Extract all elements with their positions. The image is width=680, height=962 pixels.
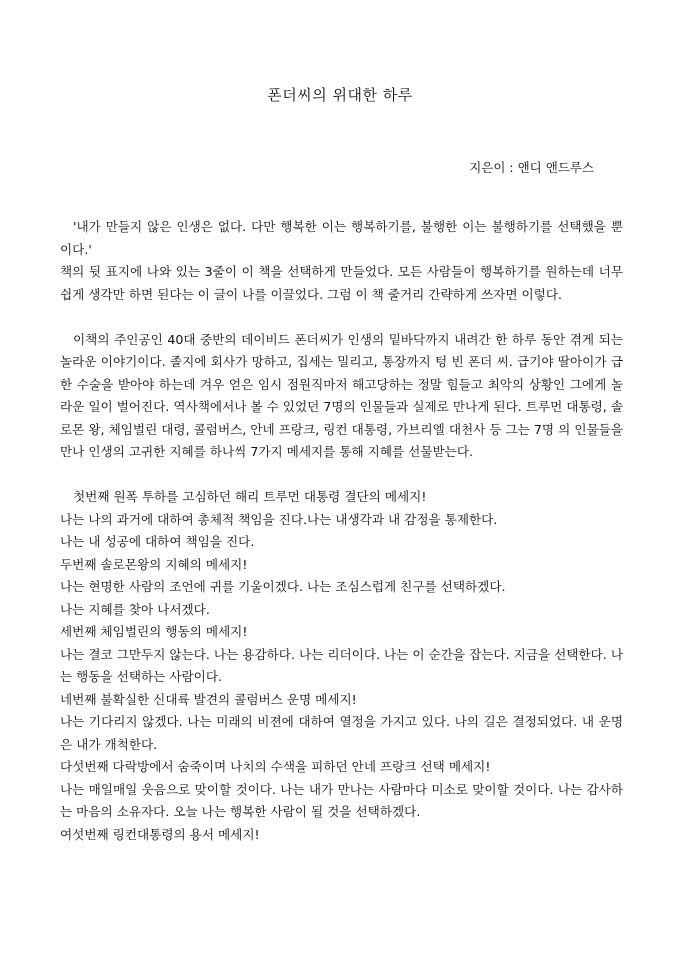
message-line: 나는 매일매일 웃음으로 맞이할 것이다. 나는 내가 만나는 사람마다 미소로 맞이할 것이다. 나는 감사하는 마음의 소유자다. 오늘 나는 행복한 사람이 될 것을 선택하겠다. [60, 781, 623, 819]
message-heading-3: 세번째 체임벌린의 행동의 메세지! [60, 624, 248, 639]
quote-paragraph: '내가 만들지 않은 인생은 없다. 다만 행복한 이는 행복하기를, 불행한 이는 불행하기를 선택했을 뿐이다.' [60, 219, 623, 257]
message-heading-1: 첫번째 원폭 투하를 고심하던 해리 트루먼 대통령 결단의 메세지! [73, 489, 427, 504]
summary-paragraph: 이책의 주인공인 40대 중반의 데이비드 폰더씨가 인생의 밑바닥까지 내려간 한 하루 동안 겪게 되는 놀라운 이야기이다. 졸지에 회사가 망하고, 집세는 밀리고, 통장까지 텅 빈 폰더 씨. 급기야 딸아이가 급한 수술을 받아야 하는데 겨우 얻은 임시 점원직마저 해고당하는 정말 힘들고 최악의 상황인 그에게 놀라운 일이 벌어진다. 역사책에서나 볼 수 있었던 7명의 인물들과 실제로 만나게 된다. 트루먼 대통령, 솔로몬 왕, 체임벌린 대령, 콜럼버스, 안네 프랑크, 링컨 대통령, 가브리엘 대천사 등 그는 7명 의 인물들을 만나 인생의 고귀한 지혜를 하나씩 7가지 메세지를 통해 지혜를 선물받는다. [60, 331, 623, 459]
paragraph-spacer [60, 464, 623, 487]
document-title: 폰더씨의 위대한 하루 [267, 86, 413, 104]
message-heading-5: 다섯번째 다락방에서 숨죽이며 나치의 수색을 피하던 안네 프랑크 선택 메세지! [60, 759, 491, 774]
paragraph-spacer [60, 306, 623, 329]
messages-section [60, 486, 623, 846]
message-line: 나는 지혜를 찾아 나서겠다. [60, 601, 210, 617]
intro-paragraph: 책의 뒷 표지에 나와 있는 3줄이 이 책을 선택하게 만들었다. 모든 사람들이 행복하기를 원하는데 너무 쉽게 생각만 하면 된다는 이 글이 나를 이끌었다. 그럼 이 책 줄거리 간략하게 쓰자면 이렇다. [60, 264, 623, 302]
message-line: 나는 나의 과거에 대하여 총체적 책임을 진다.나는 내생각과 내 감정을 통제한다. [60, 511, 498, 527]
author-line: 지은이 : 앤디 앤드루스 [469, 160, 594, 175]
message-heading-6: 여섯번째 링컨대통령의 용서 메세지! [60, 826, 260, 842]
message-line: 나는 내 성공에 대하여 책임을 진다. [60, 534, 255, 549]
message-line: 나는 현명한 사람의 조언에 귀를 기울이겠다. 나는 조심스럽게 친구를 선택하겠다. [60, 579, 506, 594]
message-heading-2: 두번째 솔로몬왕의 지혜의 메세지! [60, 556, 248, 572]
message-heading-4: 네번째 불확실한 신대륙 발견의 콜럼버스 운명 메세지! [60, 691, 357, 707]
message-line: 나는 결코 그만두지 않는다. 나는 용감하다. 나는 리더이다. 나는 이 순간을 잡는다. 지금을 선택한다. 나는 행동을 선택하는 사람이다. [60, 646, 623, 684]
message-line: 나는 기다리지 않겠다. 나는 미래의 비젼에 대하여 열정을 가지고 있다. 나의 길은 결정되었다. 내 운명은 내가 개척한다. [60, 714, 623, 752]
document-body [60, 216, 623, 846]
